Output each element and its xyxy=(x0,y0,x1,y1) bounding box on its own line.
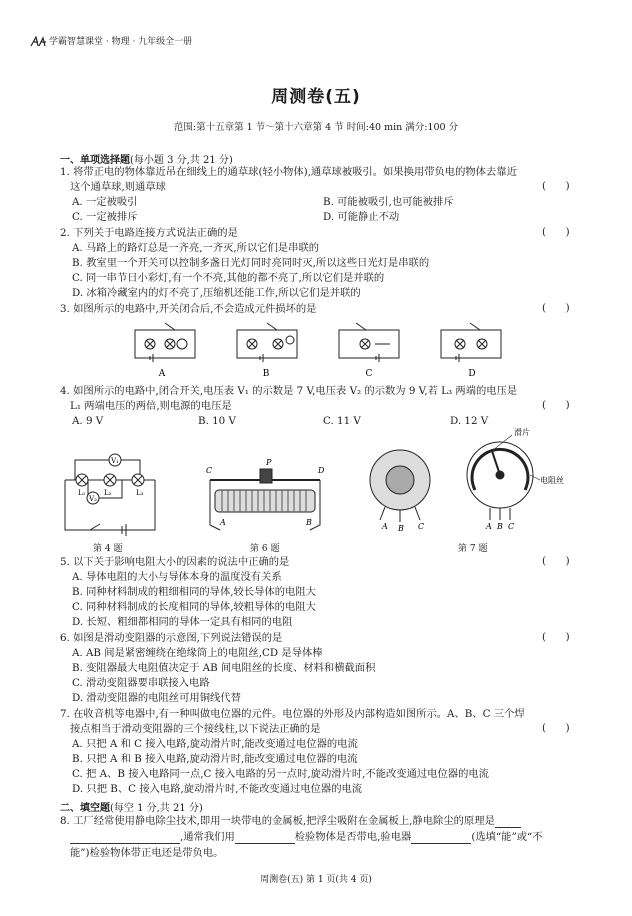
q7-option-a: A. 只把 A 和 C 接入电路,旋动滑片时,能改变通过电位器的电流 xyxy=(72,738,358,750)
page-footer: 周测卷(五) 第 1 页(共 4 页) xyxy=(260,875,372,885)
q2-option-d: D. 冰箱冷藏室内的灯不亮了,压缩机还能工作,所以它们是并联的 xyxy=(72,287,361,299)
q7-answer-bracket[interactable]: ( ) xyxy=(542,722,570,734)
q7-left-label-c: C xyxy=(418,522,425,531)
q5-stem: 5. 以下关于影响电阻大小的因素的说法中正确的是 xyxy=(60,556,290,568)
q6-label-b: B xyxy=(306,518,312,527)
running-header xyxy=(30,34,192,47)
q6-rheostat-figure xyxy=(200,455,330,540)
q2-option-a: A. 马路上的路灯总是一齐亮,一齐灭,所以它们是串联的 xyxy=(72,242,320,254)
q5-option-a: A. 导体电阻的大小与导体本身的温度没有关系 xyxy=(72,571,282,583)
q8-blank-1a[interactable] xyxy=(495,816,521,828)
q5-option-b: B. 同种材料制成的粗细相同的导体,较长导体的电阻大 xyxy=(72,586,316,598)
q7-right-label-a: A xyxy=(486,522,492,531)
q4-option-a: A. 9 V xyxy=(72,415,104,427)
q1-option-c: C. 一定被排斥 xyxy=(72,211,138,223)
q2-option-c: C. 同一串节日小彩灯,有一个不亮,其他的都不亮了,所以它们是并联的 xyxy=(72,272,385,284)
q7-right-label-b: B xyxy=(497,522,503,531)
q4-option-d: D. 12 V xyxy=(450,415,489,427)
header-text: 学霸智慧课堂 · 物理 · 九年级全一册 xyxy=(49,37,193,47)
q7-stem-line2: 接点相当于滑动变阻器的三个接线柱,以下说法正确的是 xyxy=(70,723,321,735)
q1-stem-line1: 1. 将带正电的物体靠近吊在细线上的通草球(轻小物体),通草球被吸引。如果换用带负电的物体去靠近 xyxy=(60,166,517,178)
q5-option-d: D. 长短、粗细都相同的导体一定具有相同的电阻 xyxy=(72,616,293,628)
q7-stem-line1: 7. 在收音机等电器中,有一种叫做电位器的元件。电位器的外形及内部构造如图所示。A、B、C 三个焊 xyxy=(60,708,525,720)
q2-option-b: B. 教室里一个开关可以控制多盏日光灯同时亮同时灭,所以这些日光灯是串联的 xyxy=(72,257,430,269)
q5-answer-bracket[interactable]: ( ) xyxy=(542,555,570,567)
q2-answer-bracket[interactable]: ( ) xyxy=(542,226,570,238)
q4-option-c: C. 11 V xyxy=(323,415,361,427)
q4-stem-line2: L₁ 两端电压的两倍,则电源的电压是 xyxy=(70,400,232,412)
q4-label-l1: L₁ xyxy=(78,489,86,497)
q4-option-b: B. 10 V xyxy=(198,415,236,427)
q4-label-v1: V₁ xyxy=(111,457,119,465)
q1-stem-line2: 这个通草球,则通草球 xyxy=(70,181,166,193)
q7-label-slider: 滑片 xyxy=(514,428,530,437)
q6-stem: 6. 如图是滑动变阻器的示意图,下列说法错误的是 xyxy=(60,632,283,644)
exam-scope: 范围:第十五章第 1 节～第十六章第 4 节 时间:40 min 满分:100 分 xyxy=(173,122,459,133)
q6-option-c: C. 滑动变阻器要串联接入电路 xyxy=(72,677,210,689)
q3-circuit-c xyxy=(339,323,399,362)
q6-option-a: A. AB 间是紧密缠绕在绝缘筒上的电阻丝,CD 是导体棒 xyxy=(72,647,323,659)
q1-answer-bracket[interactable]: ( ) xyxy=(542,180,570,192)
q4-circuit-figure xyxy=(60,440,160,540)
q3-circuit-b xyxy=(237,323,297,362)
section-1-heading: 一、单项选择题(每小题 3 分,共 21 分) xyxy=(60,155,233,166)
q3-label-b: B xyxy=(262,369,270,379)
q7-left-label-a: A xyxy=(382,522,388,531)
q4-caption: 第 4 题 xyxy=(93,544,123,554)
section-2-heading: 二、填空题(每空 1 分,共 21 分) xyxy=(60,803,203,814)
q7-label-wire: 电阻丝 xyxy=(540,476,564,485)
q1-option-d: D. 可能静止不动 xyxy=(323,211,400,223)
q5-option-c: C. 同种材料制成的长度相同的导体,较粗导体的电阻大 xyxy=(72,601,316,613)
q4-stem-line1: 4. 如图所示的电路中,闭合开关,电压表 V₁ 的示数是 7 V,电压表 V₂ 的示数为 9 V,若 L₃ 两端的电压是 xyxy=(60,385,518,397)
q7-option-c: C. 把 A、B 接入电路同一点,C 接入电路的另一点时,旋动滑片时,不能改变通过电位器的电流 xyxy=(72,768,489,780)
q6-label-d: D xyxy=(318,466,325,475)
q7-option-b: B. 只把 A 和 B 接入电路,旋动滑片时,能改变通过电位器的电流 xyxy=(72,753,358,765)
publisher-logo-icon xyxy=(30,36,47,47)
q4-label-l3: L₃ xyxy=(136,489,144,497)
q4-answer-bracket[interactable]: ( ) xyxy=(542,399,570,411)
q8-blank-3[interactable] xyxy=(411,832,471,844)
page-title: 周测卷(五) xyxy=(271,87,361,107)
q6-label-c: C xyxy=(206,466,213,475)
q3-label-d: D xyxy=(468,369,476,379)
q8-line1: 8. 工厂经常使用静电除尘技术,即用一块带电的金属板,把浮尘吸附在金属板上,静电除尘的原理是 xyxy=(60,814,521,828)
q4-label-v2: V₂ xyxy=(89,495,97,503)
q2-stem: 2. 下列关于电路连接方式说法正确的是 xyxy=(60,227,238,239)
q3-answer-bracket[interactable]: ( ) xyxy=(542,302,570,314)
q8-line3: 能”)检验物体带正电还是带负电。 xyxy=(70,847,224,859)
q6-answer-bracket[interactable]: ( ) xyxy=(542,631,570,643)
q6-option-d: D. 滑动变阻器的电阻丝可用铜线代替 xyxy=(72,692,241,704)
q7-potentiometer-figure xyxy=(360,425,570,540)
q7-option-d: D. 只把 B、C 接入电路,旋动滑片时,不能改变通过电位器的电流 xyxy=(72,783,363,795)
q7-caption: 第 7 题 xyxy=(458,544,488,554)
q7-right-label-c: C xyxy=(508,522,515,531)
q7-left-label-b: B xyxy=(398,524,404,533)
q3-label-a: A xyxy=(158,369,166,379)
q8-line2: ,通常我们用 检验物体是否带电,验电器 (选填“能”或“不 xyxy=(70,830,543,844)
q3-circuit-d xyxy=(441,323,501,362)
q6-label-p: P xyxy=(266,458,272,467)
q6-caption: 第 6 题 xyxy=(250,544,280,554)
q6-option-b: B. 变阻器最大电阻值决定于 AB 间电阻丝的长度、材料和横截面积 xyxy=(72,662,376,674)
q8-blank-2[interactable] xyxy=(235,832,295,844)
q1-option-b: B. 可能被吸引,也可能被排斥 xyxy=(323,196,454,208)
q3-circuit-figures xyxy=(120,318,520,380)
q8-blank-1b[interactable] xyxy=(70,832,180,844)
q1-option-a: A. 一定被吸引 xyxy=(72,196,138,208)
q3-label-c: C xyxy=(365,369,373,379)
q4-label-l2: L₂ xyxy=(104,489,112,497)
q3-circuit-a xyxy=(135,323,195,362)
q3-stem: 3. 如图所示的电路中,开关闭合后,不会造成元件损坏的是 xyxy=(60,303,317,315)
q6-label-a: A xyxy=(220,518,226,527)
